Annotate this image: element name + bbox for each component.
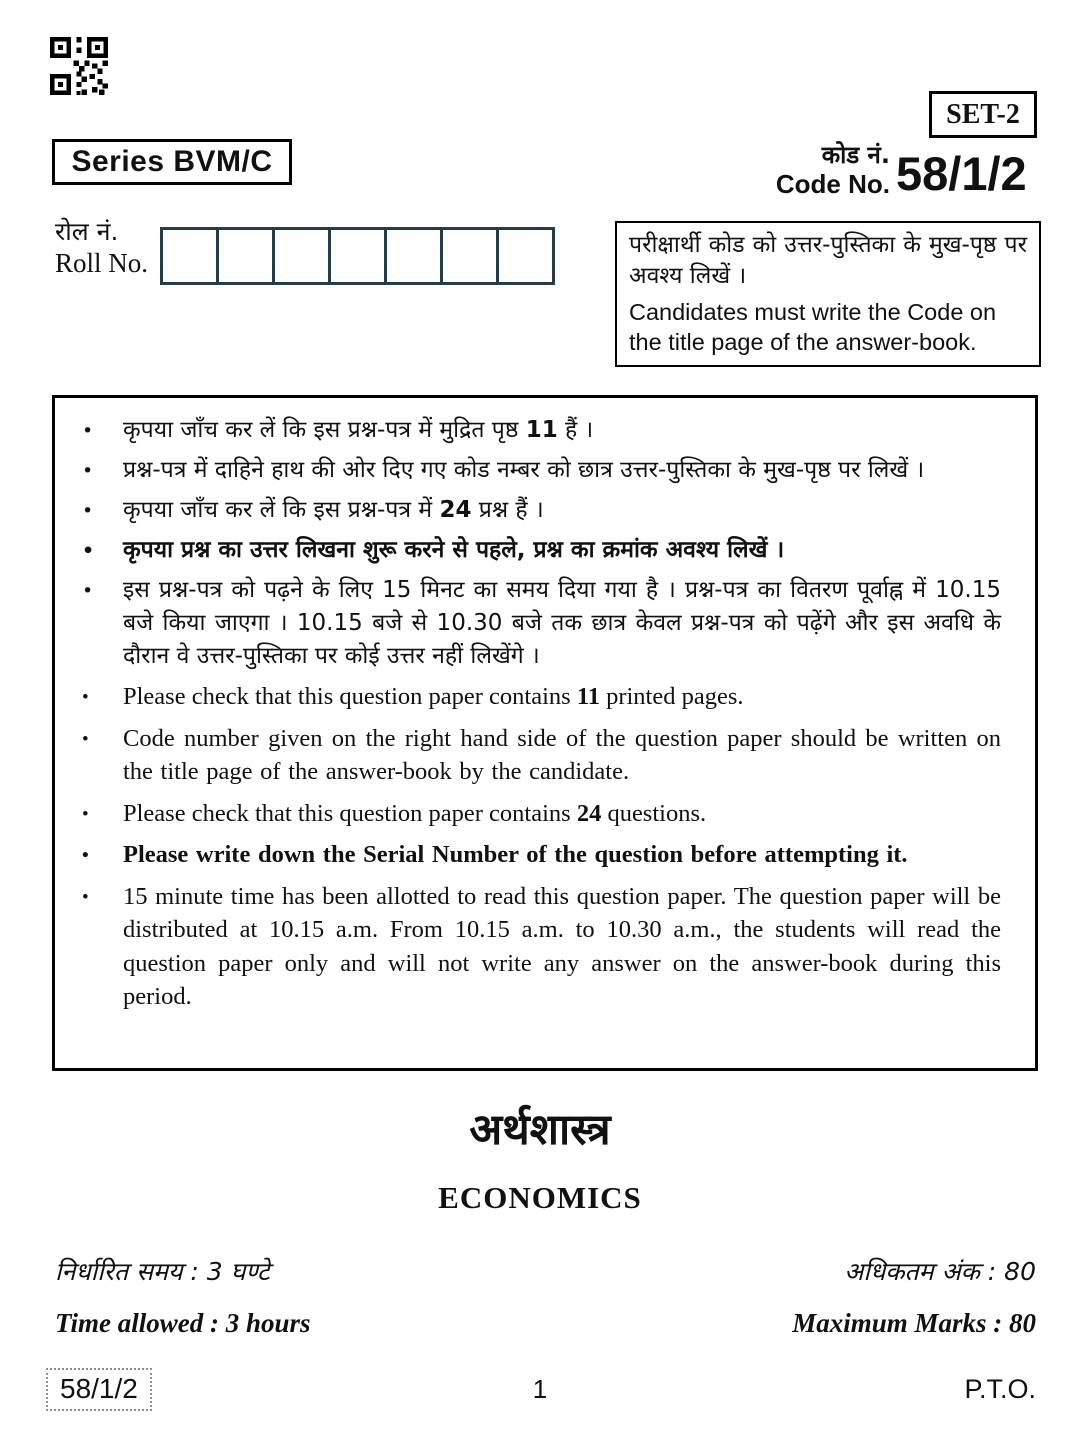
- instruction-text: Please check that this question paper contains 11 printed pages.: [123, 683, 744, 710]
- instruction-text: प्रश्न-पत्र में दाहिने हाथ की ओर दिए गए कोड नम्बर को छात्र उत्तर-पुस्तिका के मुख-पृष्ठ पर लिखें ।: [123, 457, 925, 483]
- page-number: 1: [532, 1374, 548, 1404]
- series-label: Series BVM/C: [71, 145, 273, 178]
- bullet-icon: •: [82, 728, 89, 750]
- code-notice-hindi: परीक्षार्थी कोड को उत्तर-पुस्तिका के मुख-पृष्ठ पर अवश्य लिखें ।: [629, 232, 1027, 289]
- set-label: SET-2: [946, 98, 1020, 130]
- instruction-text: Please check that this question paper contains 24 questions.: [123, 799, 707, 827]
- maximum-marks-hindi: अधिकतम अंक : 80: [844, 1257, 1036, 1286]
- subject-title-hindi: अर्थशास्त्र: [469, 1105, 611, 1155]
- exam-meta-english-row: [55, 1308, 1036, 1339]
- instruction-item: [55, 454, 1001, 487]
- instruction-item: [55, 534, 1001, 567]
- time-allowed-english: Time allowed : 3 hours: [55, 1308, 311, 1338]
- roll-digit-box: [216, 227, 275, 285]
- roll-digit-box: [328, 227, 387, 285]
- set-label-box: [929, 91, 1037, 138]
- bullet-icon: •: [82, 580, 94, 602]
- instruction-item: [55, 574, 1001, 673]
- instruction-text: कृपया प्रश्न का उत्तर लिखना शुरू करने से पहले, प्रश्न का क्रमांक अवश्य लिखें ।: [123, 537, 785, 563]
- code-number-labels: [640, 142, 890, 199]
- instruction-text: 15 minute time has been allotted to read this question paper. The question paper will be distributed at 10.15 a.m. From 10.15 a.m. to 10.30 a.m., the students will read the question paper only and will not write any answer on the answer-book during this period.: [123, 882, 1001, 1010]
- roll-label-hindi: रोल नं.: [55, 217, 119, 246]
- code-label-hindi: कोड नं.: [821, 141, 890, 169]
- instruction-text: Please write down the Serial Number of the question before attempting it.: [123, 841, 908, 868]
- exam-meta-hindi-row: [55, 1254, 1036, 1288]
- instruction-item: [55, 880, 1001, 1014]
- instruction-text: Code number given on the right hand side of the question paper should be written on the title page of the answer-book by the candidate.: [123, 724, 1001, 785]
- roll-digit-box: [160, 227, 219, 285]
- bullet-icon: •: [82, 845, 89, 866]
- bullet-icon: •: [82, 886, 89, 908]
- footer-code-badge: 58/1/2: [46, 1368, 152, 1411]
- maximum-marks-english: Maximum Marks : 80: [792, 1308, 1036, 1338]
- instruction-item: [55, 797, 1001, 831]
- roll-digit-box: [384, 227, 443, 285]
- instruction-item: [55, 414, 1001, 447]
- roll-digit-box: [272, 227, 331, 285]
- general-instructions-box: [52, 395, 1038, 1071]
- bullet-icon: •: [82, 687, 89, 708]
- bullet-icon: •: [82, 540, 95, 562]
- pto-label: P.T.O.: [964, 1374, 1036, 1404]
- bullet-icon: •: [82, 420, 94, 442]
- instruction-text: इस प्रश्न-पत्र को पढ़ने के लिए 15 मिनट का समय दिया गया है । प्रश्न-पत्र का वितरण पूर्वाह्न में 10.15 बजे किया जाएगा । 10.15 बजे से 10.30 बजे तक छात्र केवल प्रश्न-पत्र को पढ़ेंगे और इस अवधि के दौरान वे उत्तर-पुस्तिका पर कोई उत्तर नहीं लिखेंगे ।: [123, 577, 1001, 669]
- instructions-list: [55, 414, 1001, 1014]
- bullet-icon: •: [82, 803, 89, 825]
- bullet-icon: •: [82, 500, 94, 522]
- subject-title-english: ECONOMICS: [438, 1180, 642, 1215]
- page-footer: [0, 1366, 1080, 1422]
- roll-digit-box: [496, 227, 555, 285]
- series-label-box: [52, 139, 292, 185]
- code-number: 58/1/2: [896, 147, 1027, 200]
- instruction-item: [55, 838, 1001, 872]
- code-notice-english: Candidates must write the Code on the title page of the answer-book.: [629, 299, 997, 355]
- roll-label-english: Roll No.: [55, 248, 149, 279]
- time-allowed-hindi: निर्धारित समय : 3 घण्टे: [55, 1257, 270, 1286]
- instruction-item: [55, 680, 1001, 714]
- code-notice-box: [615, 221, 1041, 367]
- roll-number-boxes: [160, 227, 555, 285]
- instruction-item: [55, 722, 1001, 789]
- qr-code-icon: [50, 36, 108, 96]
- instruction-item: [55, 494, 1001, 527]
- instruction-text: कृपया जाँच कर लें कि इस प्रश्न-पत्र में मुद्रित पृष्ठ 11 हैं ।: [123, 417, 594, 443]
- instruction-text: कृपया जाँच कर लें कि इस प्रश्न-पत्र में 24 प्रश्न हैं ।: [123, 497, 544, 523]
- roll-digit-box: [440, 227, 499, 285]
- code-label-english: Code No.: [775, 168, 890, 199]
- bullet-icon: •: [82, 460, 94, 482]
- roll-number-labels: [55, 216, 148, 281]
